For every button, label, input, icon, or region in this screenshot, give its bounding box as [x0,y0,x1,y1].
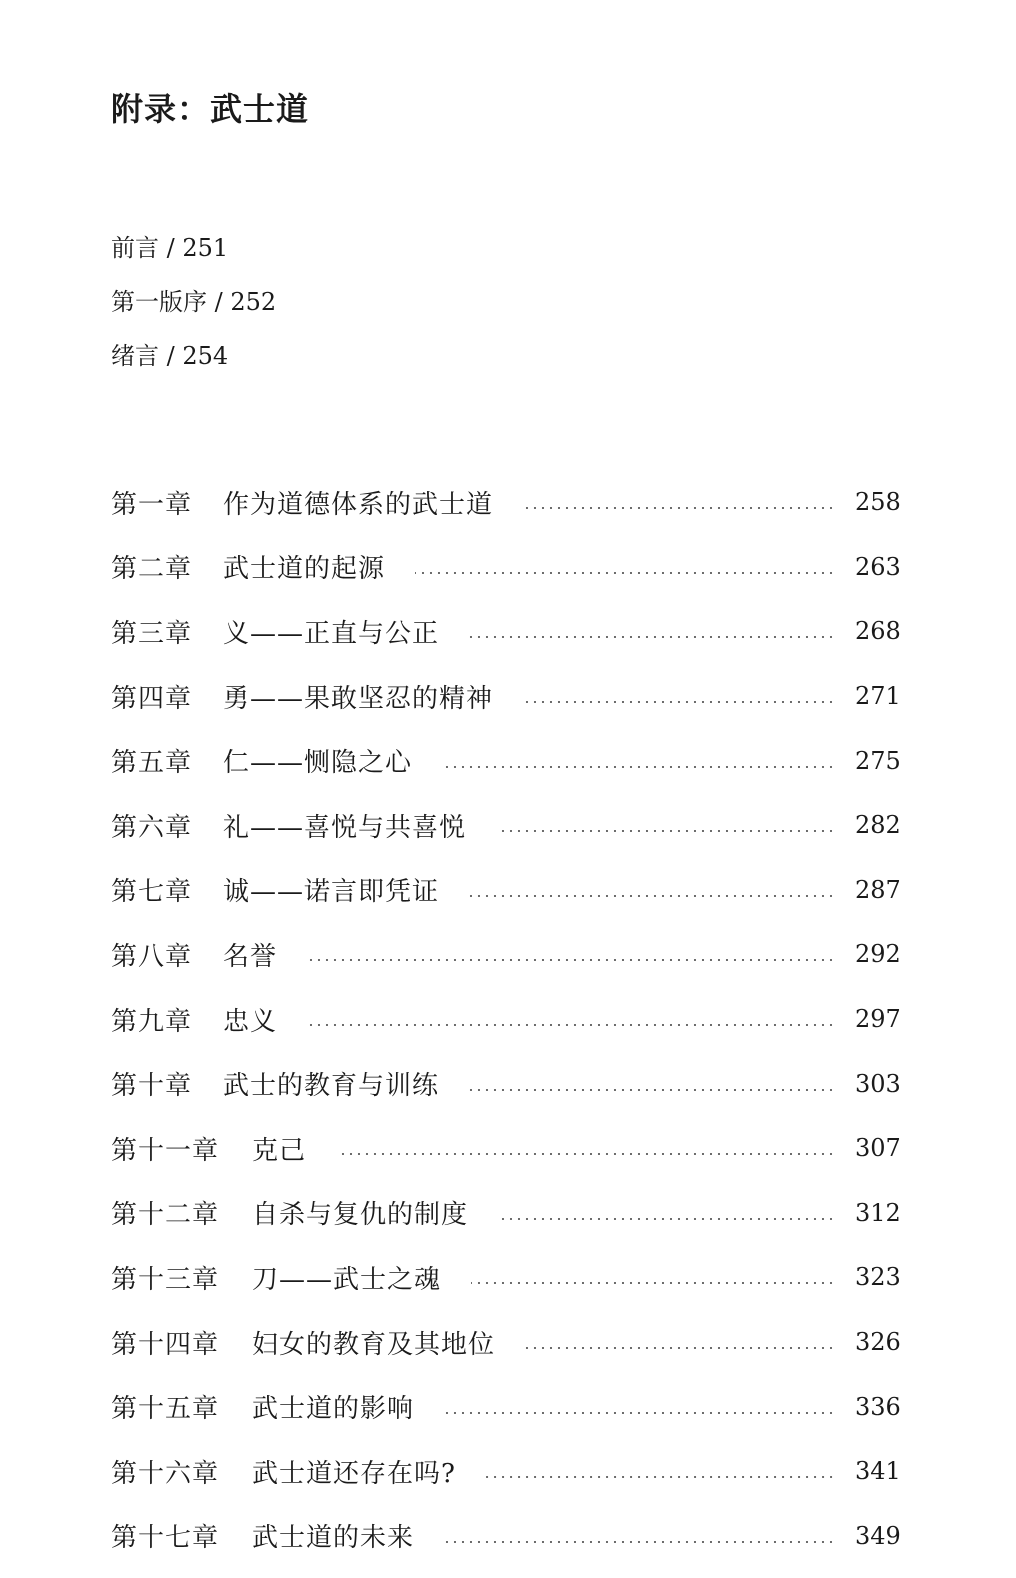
dot-leader [523,507,835,509]
chapter-title: 武士道的影响 [252,1394,415,1425]
chapter-number: 第八章 [111,941,193,972]
chapter-title: 义——正直与公正 [223,618,440,649]
toc-row[interactable] [111,922,901,987]
page-number: 307 [855,1134,901,1163]
dot-leader [469,895,835,897]
chapter-title: 武士道的起源 [223,554,386,585]
page-number: 287 [855,875,901,904]
chapter-title: 武士的教育与训练 [223,1071,440,1102]
toc-row[interactable] [111,599,901,664]
dot-leader [523,701,835,703]
toc-row[interactable] [111,1310,901,1375]
page-number: 275 [855,746,901,775]
front-matter-item-introduction[interactable]: 绪言 / 254 [111,342,229,370]
chapter-number: 第十一章 [111,1135,220,1166]
page-number: 258 [855,488,901,517]
front-matter-item-preface[interactable]: 前言 / 251 [111,234,229,262]
chapter-title: 武士道还存在吗? [252,1458,456,1489]
dot-leader [486,1476,835,1478]
page-number: 323 [855,1263,901,1292]
page-number: 297 [855,1005,901,1034]
chapter-number: 第四章 [111,683,193,714]
chapter-number: 第七章 [111,877,193,908]
page-number: 312 [855,1198,901,1227]
dot-leader [307,1024,835,1026]
chapter-title: 诚——诺言即凭证 [223,877,440,908]
dot-leader [444,1412,835,1414]
dot-leader [442,766,835,768]
toc-row[interactable] [111,858,901,923]
chapter-title: 武士道的未来 [252,1523,415,1554]
chapter-title: 自杀与复仇的制度 [252,1200,469,1231]
dot-leader [471,1282,835,1284]
page-number: 341 [855,1457,901,1486]
chapter-number: 第十五章 [111,1394,220,1425]
front-matter-item-first-edition-preface[interactable]: 第一版序 / 252 [111,288,277,316]
dot-leader [415,572,835,574]
toc-row[interactable] [111,1245,901,1310]
toc-row[interactable] [111,793,901,858]
page-number: 268 [855,617,901,646]
toc-row[interactable] [111,1051,901,1116]
toc-row[interactable] [111,664,901,729]
chapter-title: 刀——武士之魂 [252,1264,442,1295]
chapter-number: 第六章 [111,812,193,843]
toc-row[interactable] [111,470,901,535]
dot-leader [444,1541,835,1543]
chapter-title: 仁——恻隐之心 [223,748,413,779]
chapter-number: 第九章 [111,1006,193,1037]
page-number: 303 [855,1069,901,1098]
chapter-number: 第五章 [111,748,193,779]
dot-leader [525,1347,835,1349]
dot-leader [336,1153,835,1155]
page-number: 282 [855,811,901,840]
chapter-title: 勇——果敢坚忍的精神 [223,683,494,714]
dot-leader [307,959,835,961]
table-of-contents [111,470,901,1568]
chapter-title: 妇女的教育及其地位 [252,1329,496,1360]
toc-row[interactable] [111,1116,901,1181]
chapter-title: 礼——喜悦与共喜悦 [223,812,467,843]
chapter-number: 第十二章 [111,1200,220,1231]
dot-leader [496,830,835,832]
page-number: 271 [855,682,901,711]
chapter-number: 第十七章 [111,1523,220,1554]
toc-row[interactable] [111,728,901,793]
chapter-title: 忠义 [223,1006,278,1037]
front-matter-list [111,230,276,392]
page-number: 326 [855,1328,901,1357]
toc-row[interactable] [111,535,901,600]
dot-leader [469,636,835,638]
toc-row[interactable] [111,1181,901,1246]
chapter-title: 名誉 [223,941,278,972]
chapter-number: 第二章 [111,554,193,585]
page-number: 336 [855,1392,901,1421]
page-title: 附录：武士道 [111,90,310,129]
chapter-number: 第十章 [111,1071,193,1102]
toc-row[interactable] [111,1504,901,1569]
dot-leader [469,1089,835,1091]
chapter-number: 第十四章 [111,1329,220,1360]
chapter-number: 第三章 [111,618,193,649]
page-number: 263 [855,552,901,581]
dot-leader [498,1218,835,1220]
chapter-title: 作为道德体系的武士道 [223,489,494,520]
page-number: 292 [855,940,901,969]
toc-row[interactable] [111,987,901,1052]
chapter-number: 第十三章 [111,1264,220,1295]
toc-row[interactable] [111,1374,901,1439]
chapter-number: 第十六章 [111,1458,220,1489]
chapter-number: 第一章 [111,489,193,520]
chapter-title: 克己 [252,1135,307,1166]
toc-row[interactable] [111,1439,901,1504]
page-number: 349 [855,1521,901,1550]
